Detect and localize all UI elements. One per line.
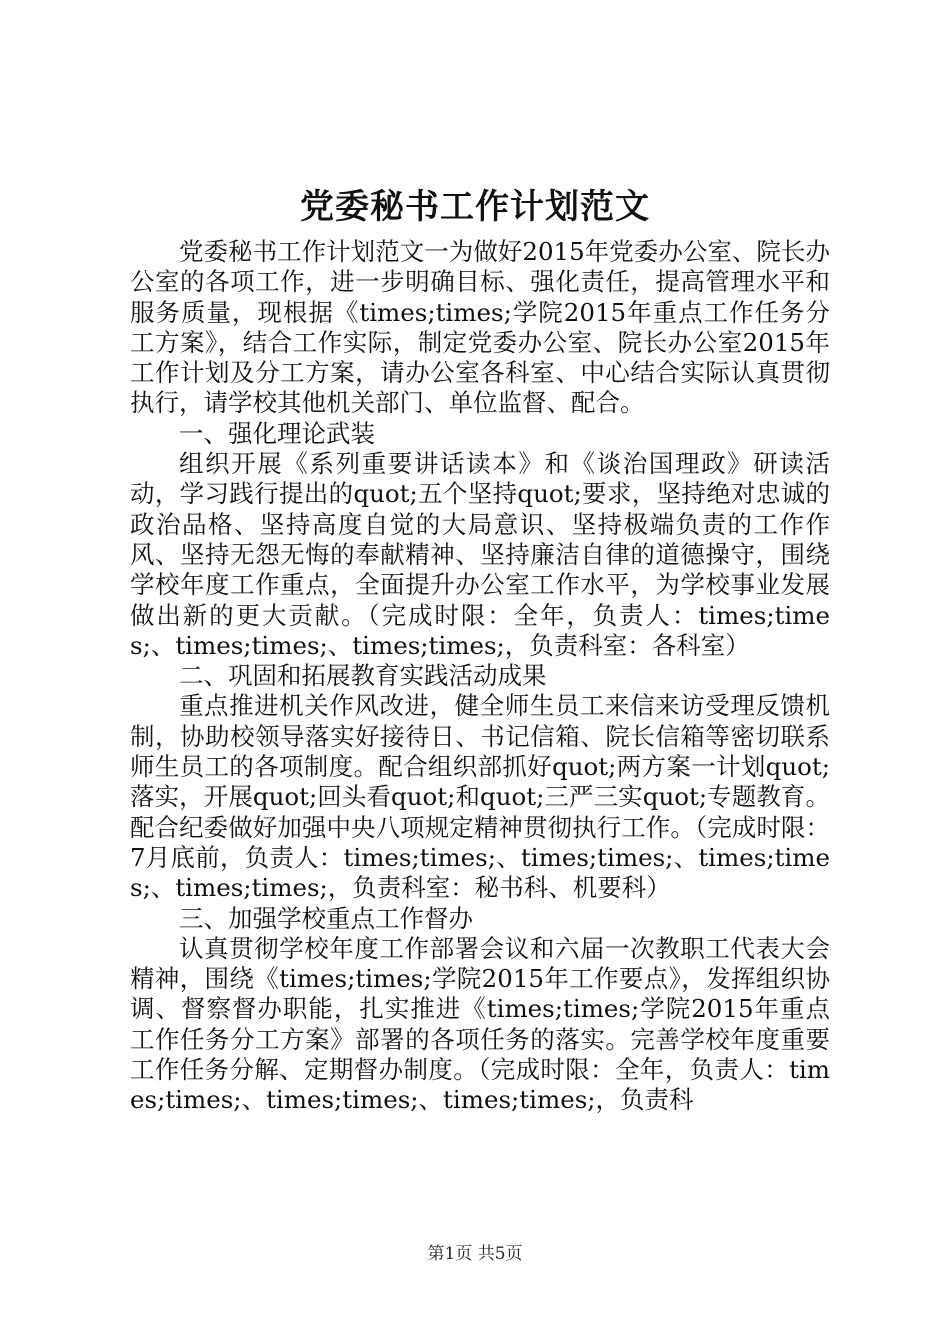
- section-heading-2: 二、巩固和拓展教育实践活动成果: [179, 661, 547, 691]
- section-heading-3: 三、加强学校重点工作督办: [179, 903, 473, 933]
- section-paragraph-2: 重点推进机关作风改进，健全师生员工来信来访受理反馈机制，协助校领导落实好接待日、书记信箱、院长信箱等密切联系师生员工的各项制度。配合组织部抓好quot;两方案一计划quot;落实，开展quot;回头看quot;和quot;三严三实quot;专题教育。配合纪委做好加强中央八项规定精神贯彻执行工作。（完成时限：7月底前，负责人：times;times;、times;times;、times;times;、times;times;，负责科室：秘书科、机要科）: [130, 691, 830, 903]
- section-paragraph-1: 组织开展《系列重要讲话读本》和《谈治国理政》研读活动，学习践行提出的quot;五个坚持quot;要求，坚持绝对忠诚的政治品格、坚持高度自觉的大局意识、坚持极端负责的工作作风、坚持无怨无悔的奉献精神、坚持廉洁自律的道德操守，围绕学校年度工作重点，全面提升办公室工作水平，为学校事业发展做出新的更大贡献。（完成时限：全年，负责人：times;times;、times;times;、times;times;，负责科室：各科室）: [130, 449, 830, 660]
- section-paragraph-3: 认真贯彻学校年度工作部署会议和六届一次教职工代表大会精神，围绕《times;times;学院2015年工作要点》，发挥组织协调、督察督办职能，扎实推进《times;times;学院2015年重点工作任务分工方案》部署的各项任务的落实。完善学校年度重要工作任务分解、定期督办制度。（完成时限：全年，负责人：times;times;、times;times;、times;times;，负责科: [130, 933, 830, 1115]
- page-footer: 第1页 共5页: [427, 1244, 523, 1264]
- section-heading-1: 一、强化理论武装: [179, 418, 375, 448]
- document-body: [130, 237, 830, 1116]
- document-title: 党委秘书工作计划范文: [300, 187, 650, 227]
- intro-paragraph: 党委秘书工作计划范文一为做好2015年党委办公室、院长办公室的各项工作，进一步明确目标、强化责任，提高管理水平和服务质量，现根据《times;times;学院2015年重点工作任务分工方案》，结合工作实际，制定党委办公室、院长办公室2015年工作计划及分工方案，请办公室各科室、中心结合实际认真贯彻执行，请学校其他机关部门、单位监督、配合。: [130, 237, 830, 418]
